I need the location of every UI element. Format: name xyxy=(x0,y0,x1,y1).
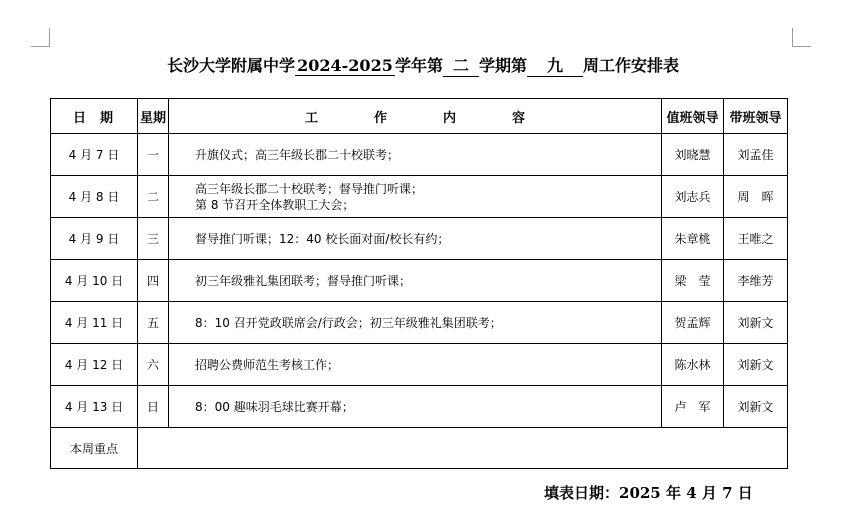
cell-date: 4 月 11 日 xyxy=(51,302,138,344)
content-line: 招聘公费师范生考核工作； xyxy=(195,357,340,372)
table-row xyxy=(51,218,788,260)
header-content-char: 内 xyxy=(443,110,457,126)
cell-weekday: 四 xyxy=(138,260,169,302)
cell-duty-leader: 卢 军 xyxy=(662,386,724,428)
table-row xyxy=(51,176,788,218)
content-line: 督导推门听课；12：40 校长面对面/校长有约； xyxy=(195,231,450,246)
content-line: 8：00 趣味羽毛球比赛开幕； xyxy=(195,399,354,414)
page-corner-mark-top-left xyxy=(31,28,50,47)
weekly-focus-content xyxy=(138,428,788,469)
cell-class-leader: 李维芳 xyxy=(724,260,788,302)
cell-class-leader: 周 晖 xyxy=(724,176,788,218)
table-row xyxy=(51,134,788,176)
cell-content xyxy=(169,176,662,218)
header-content xyxy=(169,99,662,134)
cell-weekday: 六 xyxy=(138,344,169,386)
table-row xyxy=(51,302,788,344)
content-line: 第 8 节召开全体教职工大会； xyxy=(195,197,355,212)
header-class-leader: 带班领导 xyxy=(724,99,788,134)
cell-duty-leader: 刘志兵 xyxy=(662,176,724,218)
cell-content xyxy=(169,134,662,176)
header-duty-leader: 值班领导 xyxy=(662,99,724,134)
cell-date: 4 月 9 日 xyxy=(51,218,138,260)
table-row xyxy=(51,386,788,428)
table-row xyxy=(51,344,788,386)
weekly-focus-label: 本周重点 xyxy=(51,428,138,469)
cell-content xyxy=(169,218,662,260)
title-school: 长沙大学附属中学 xyxy=(166,56,295,75)
cell-content xyxy=(169,386,662,428)
cell-content xyxy=(169,302,662,344)
cell-duty-leader: 刘晓慧 xyxy=(662,134,724,176)
table-header-row xyxy=(51,99,788,134)
cell-class-leader: 刘新文 xyxy=(724,386,788,428)
cell-duty-leader: 梁 莹 xyxy=(662,260,724,302)
cell-weekday: 二 xyxy=(138,176,169,218)
header-content-char: 工 xyxy=(304,110,318,126)
cell-date: 4 月 8 日 xyxy=(51,176,138,218)
cell-date: 4 月 13 日 xyxy=(51,386,138,428)
content-line: 升旗仪式；高三年级长郡二十校联考； xyxy=(195,147,400,162)
content-line: 初三年级雅礼集团联考；督导推门听课； xyxy=(195,273,412,288)
cell-weekday: 日 xyxy=(138,386,169,428)
cell-duty-leader: 陈水林 xyxy=(662,344,724,386)
cell-weekday: 三 xyxy=(138,218,169,260)
header-content-char: 作 xyxy=(373,110,387,126)
cell-date: 4 月 7 日 xyxy=(51,134,138,176)
fill-date: 填表日期：2025 年 4 月 7 日 xyxy=(544,484,753,502)
cell-class-leader: 刘新文 xyxy=(724,302,788,344)
title-term: 二 xyxy=(443,53,479,77)
cell-class-leader: 王唯之 xyxy=(724,218,788,260)
cell-class-leader: 刘孟佳 xyxy=(724,134,788,176)
cell-date: 4 月 10 日 xyxy=(51,260,138,302)
content-line: 8：10 召开党政联席会/行政会；初三年级雅礼集团联考； xyxy=(195,315,502,330)
schedule-table xyxy=(50,98,788,469)
cell-content xyxy=(169,344,662,386)
page-corner-mark-top-right xyxy=(792,28,811,47)
title-mid2: 学期第 xyxy=(479,56,528,75)
title-week: 九 xyxy=(527,53,583,77)
weekly-focus-row xyxy=(51,428,788,469)
cell-content xyxy=(169,260,662,302)
cell-duty-leader: 朱章桃 xyxy=(662,218,724,260)
document-title xyxy=(0,53,846,77)
cell-date: 4 月 12 日 xyxy=(51,344,138,386)
table-row xyxy=(51,260,788,302)
header-weekday: 星期 xyxy=(138,99,169,134)
cell-weekday: 一 xyxy=(138,134,169,176)
cell-class-leader: 刘新文 xyxy=(724,344,788,386)
cell-duty-leader: 贺孟辉 xyxy=(662,302,724,344)
title-mid1: 学年第 xyxy=(394,56,443,75)
cell-weekday: 五 xyxy=(138,302,169,344)
content-line: 高三年级长郡二十校联考；督导推门听课； xyxy=(195,181,424,196)
title-year: 2024-2025 xyxy=(295,56,395,76)
title-tail: 周工作安排表 xyxy=(583,56,680,75)
header-content-char: 容 xyxy=(512,110,526,126)
header-date: 日期 xyxy=(51,99,138,134)
